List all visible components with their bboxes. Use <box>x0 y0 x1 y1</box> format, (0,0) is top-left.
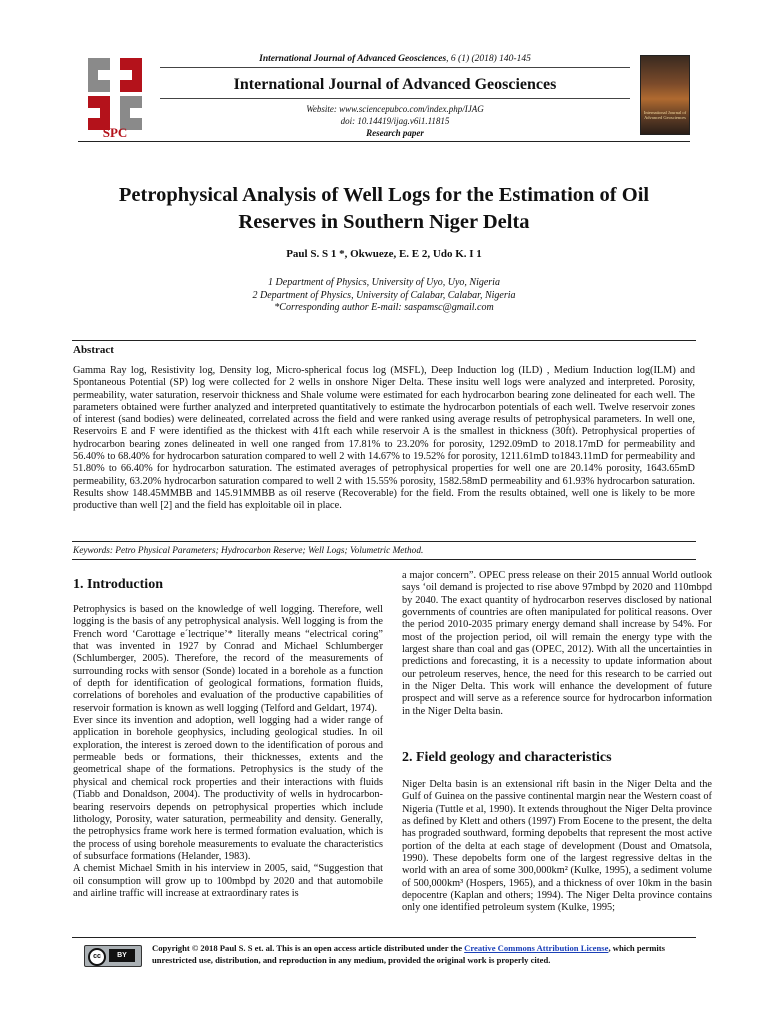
footer-rule <box>72 937 696 938</box>
abstract-top-rule <box>72 340 696 341</box>
cover-title: International Journal of Advanced Geosciences <box>643 110 687 120</box>
corresponding-author: *Corresponding author E-mail: saspamsc@gmail.com <box>274 302 494 313</box>
author-list: Paul S. S 1 *, Okwueze, E. E 2, Udo K. I 1 <box>286 248 482 260</box>
keywords-label: Keywords <box>73 546 110 556</box>
paper-title: Petrophysical Analysis of Well Logs for the Estimation of Oil Reserves in Southern Niger Delta <box>118 184 650 233</box>
keywords-text: : Petro Physical Parameters; Hydrocarbon Reserve; Well Logs; Volumetric Method. <box>109 546 424 556</box>
keywords <box>73 546 695 556</box>
affiliation-2: 2 Department of Physics, University of Calabar, Calabar, Nigeria <box>252 290 516 301</box>
left-column <box>73 604 383 900</box>
header-divider <box>160 98 630 99</box>
keywords-rule <box>72 559 696 560</box>
by-badge: BY <box>109 949 135 962</box>
journal-website[interactable]: Website: www.sciencepubco.com/index.php/IJAG <box>306 104 484 114</box>
header-citation: International Journal of Advanced Geosciences, 6 (1) (2018) 140-145 <box>259 54 531 64</box>
article-type: Research paper <box>366 128 424 138</box>
section-heading-introduction: 1. Introduction <box>73 577 163 592</box>
license-link[interactable]: Creative Commons Attribution License <box>464 943 609 953</box>
copyright-notice: Copyright © 2018 Paul S. S et. al. This is an open access article distributed under the Creative Commons Attribution License, which permits unrestricted use, distribution, and reproduction in any medium, provided the original work is properly cited. <box>152 943 666 965</box>
intro-paragraph-3: A chemist Michael Smith in his interview in 2005, said, “Suggestion that oil consumption will grow up to 100mbpd by 2020 and that automobile and airline traffic will increase at extraordinary rates is <box>73 863 383 899</box>
affiliation-1: 1 Department of Physics, University of Uyo, Uyo, Nigeria <box>268 277 500 288</box>
header-bottom-rule <box>78 141 690 142</box>
journal-cover-thumbnail <box>640 55 690 135</box>
header-divider <box>160 67 630 68</box>
abstract-heading: Abstract <box>73 344 114 356</box>
journal-name: International Journal of Advanced Geosciences <box>233 76 557 93</box>
intro-paragraph-2: Ever since its invention and adoption, well logging had a wider range of application in borehole geophysics, including geological studies. In oil exploration, the interest is zeroed down to the identification of porous and permeable beds or formations, their thicknesses, extents and the geometrical shape of the formations. Petrophysics is the study of the physical and chemical rock properties and their interactions with fluids (Tiabb and Donaldson, 2004). The productivity of wells in hydrocarbon-bearing reservoirs depends on petrophysical properties which include lithology, Porosity, water saturation, permeability and density. Generally, the petrophysics frame work here is termed formation evaluation, which is the process of using borehole measurements to evaluate the characteristics of subsurface formations (Helander, 1983). <box>73 715 383 862</box>
cc-by-icon[interactable] <box>84 945 142 967</box>
logo-text: SPC <box>102 125 128 138</box>
cc-ring: cc <box>88 948 106 966</box>
article-doi[interactable]: doi: 10.14419/ijag.v6i1.11815 <box>340 116 450 126</box>
abstract-bottom-rule <box>72 541 696 542</box>
intro-paragraph-3-continued: a major concern”. OPEC press release on their 2015 annual World outlook says ‘oil demand is projected to rise above 97mbpd by 2020 and 110mbpd by 2040. The exact quantity of hydrocarbon reserves disclosed by national governments of countries are often manipulated for political reasons. Over the period 2010-2035 primary energy demand shall increase by 54%. For most of the projection period, oil will remain the energy type with the largest share than coal and gas (OPEC, 2012). With all the uncertainties in predictions and forecasting, it is a necessity to update information about our petroleum reserves, hence, the need for this research to be carried out in the Niger Delta. This work will enhance the development of future prospect and will serve as a reference source for hydrocarbon information in the Niger Delta basin. <box>402 570 712 717</box>
abstract-text: Gamma Ray log, Resistivity log, Density log, Micro-spherical focus log (MSFL), Deep Induction log (ILD) , Medium Induction log(ILM) and Spontaneous Potential (SP) log were collected for 2 wells in onshore Niger Delta. These insitu well logs were analyzed and interpreted. Porosity, permeability, water saturation, reservoir thickness and Shale volume were estimated for each hydrocarbon bearing zone delineated for each well. The parameters obtained were further analyzed and interpreted quantitatively to estimate the hydrocarbon potentials of each well. Twelve reservoir zones of interest (sand bodies) were delineated, correlated across the field and were ranked using average results of petrophysical parameters. In well one, Reservoirs E and F were identified as the thickest with 41ft each while reservoir A is the smallest in thickness (30ft). Petrophysical properties of hydrocarbon bearing zones delineated in well one ranged from 17.81% to 23.20% for porosity, 1292.09mD to 2018.17mD for permeability and 56.40% to 68.40% for hydrocarbon saturation compared to well 2 with 14.67% to 19.52% for porosity, 1211.61mD to1843.11mD for permeability and 51.80% to 66.40% for hydrocarbon saturation. The estimated averages of petrophysical properties for well one are 20.14% porosity, 1643.65mD permeability, 63.20% hydrocarbon saturation compared to well 2 with 15.55% porosity, 1582.58mD permeability and 61.93% hydrocarbon saturation. Results show 148.45MMBB and 145.91MMBB as oil reserve (Recoverable) for the field. From the results obtained, well one is likely to be more productive than well [2] and the field has exploitable oil in place. <box>73 365 695 512</box>
field-paragraph-1: Niger Delta basin is an extensional rift basin in the Niger Delta and the Gulf of Guinea on the passive continental margin near the Western coast of Nigeria (Tuttle et al, 1990). It extends throughout the Niger Delta province as defined by Klett and others (1997) From Eocene to the present, the delta has prograded southward, forming depobelts that represent the most active portion of the delta at each stage of development (Doust and Omatsola, 1990). These depobelts form one of the largest regressive deltas in the world with an area of some 300,000km² (Kulke, 1995), a sediment volume of 500,000km³ (Hospers, 1965), and a thickness of over 10km in the basin depocentre (Kaplan and others; 1994). The Niger Delta province contains only one identified petroleum system (Kulke, 1995; <box>402 779 712 914</box>
right-column-bottom <box>402 779 712 915</box>
section-heading-field-geology: 2. Field geology and characteristics <box>402 750 612 765</box>
intro-paragraph-1: Petrophysics is based on the knowledge of well logging. Therefore, well logging is the basis of any petrophysical analysis. Well logging is from the French word ‘Carottage e´lectrique’* literally means “electrical coring” that was invented in 1927 by Conrad and Michael Schlumberger (Schlumberger, 2005). Therefore, the record of the measurements of surrounding rocks with sensor (Sonde) located in a borehole as a function of depth for identification of geological formations, formation fluids, correlations of boreholes and evaluation of the productive capabilities of reservoir formation is known as well logging (Telford and Geldart, 1974). <box>73 604 383 714</box>
spc-logo <box>78 50 152 138</box>
right-column-top <box>402 570 712 718</box>
